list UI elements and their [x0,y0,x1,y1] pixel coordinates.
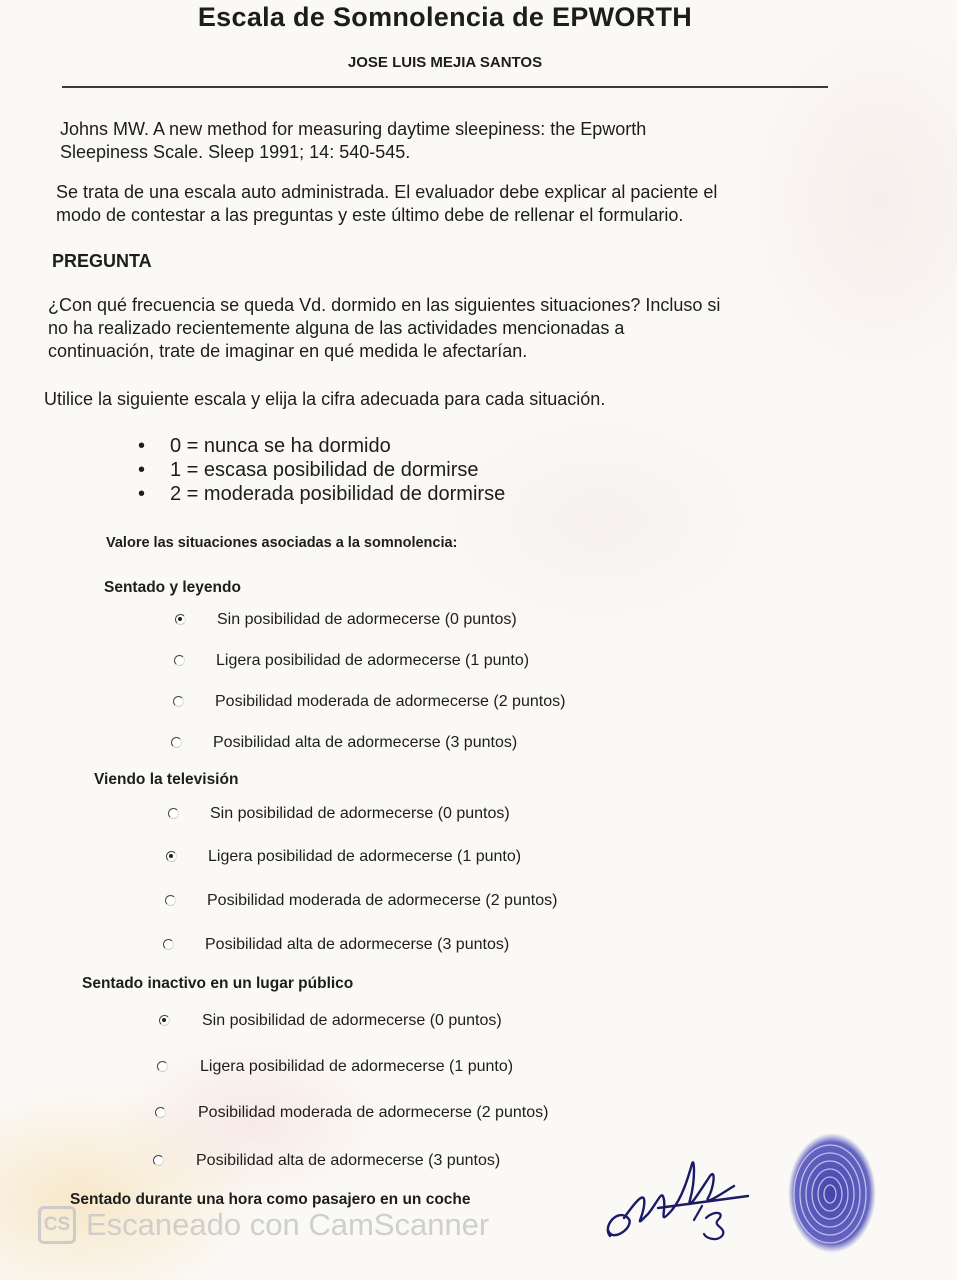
camscanner-logo-icon: CS [38,1206,76,1244]
scale-list [138,434,505,506]
situation-title: Sentado y leyendo [104,579,241,596]
radio-button-selected[interactable] [175,614,186,625]
fingerprint-image [782,1128,882,1258]
camscanner-watermark [38,1206,489,1244]
instruction-text: Utilice la siguiente escala y elija la cifra adecuada para cada situación. [44,389,606,409]
radio-button[interactable] [155,1107,166,1118]
radio-option-label[interactable]: Posibilidad moderada de adormecerse (2 puntos) [215,693,566,710]
radio-option-label[interactable]: Sin posibilidad de adormecerse (0 puntos) [210,805,510,822]
handwritten-signature [598,1148,768,1248]
radio-option-label[interactable]: Posibilidad alta de adormecerse (3 puntos) [205,936,510,953]
radio-option-label[interactable]: Ligera posibilidad de adormecerse (1 punto) [208,848,522,865]
intro-paragraph: Se trata de una escala auto administrada. El evaluador debe explicar al paciente el modo de contestar a las preguntas y este último debe de rellenar el formulario. [56,182,718,225]
page-title: Escala de Somnolencia de EPWORTH [197,2,693,32]
radio-button-selected[interactable] [159,1015,170,1026]
author-name: JOSE LUIS MEJIA SANTOS [347,54,543,71]
reference-citation: Johns MW. A new method for measuring daytime sleepiness: the Epworth Sleepiness Scale. Sleep 1991; 14: 540-545. [60,119,647,162]
radio-button[interactable] [171,737,182,748]
situations-heading: Valore las situaciones asociadas a la somnolencia: [106,535,458,551]
radio-option-label[interactable]: Ligera posibilidad de adormecerse (1 punto) [216,652,530,669]
radio-option-label[interactable]: Ligera posibilidad de adormecerse (1 punto) [200,1058,514,1075]
radio-option-label[interactable]: Posibilidad alta de adormecerse (3 puntos) [213,734,518,751]
radio-option-label[interactable]: Posibilidad moderada de adormecerse (2 puntos) [198,1104,549,1121]
radio-button[interactable] [157,1061,168,1072]
situation-title: Sentado durante una hora como pasajero en un coche [70,1191,471,1208]
radio-button-selected[interactable] [166,851,177,862]
radio-option-label[interactable]: Posibilidad alta de adormecerse (3 puntos) [196,1152,501,1169]
situation-title: Viendo la televisión [94,771,239,788]
scale-item: • 0 = nunca se ha dormido [138,434,505,458]
radio-button[interactable] [174,655,185,666]
scale-item: • 1 = escasa posibilidad de dormirse [138,458,505,482]
radio-button[interactable] [173,696,184,707]
radio-button[interactable] [168,808,179,819]
radio-option-label[interactable]: Sin posibilidad de adormecerse (0 puntos) [202,1012,502,1029]
radio-button[interactable] [165,895,176,906]
question-text: ¿Con qué frecuencia se queda Vd. dormido en las siguientes situaciones? Incluso si no ha realizado recientemente alguna de las actividades mencionadas a continuación, trate de imaginar en qué medida le afectarían. [48,295,721,361]
scale-item: • 2 = moderada posibilidad de dormirse [138,482,505,506]
question-heading: PREGUNTA [52,251,152,271]
radio-option-label[interactable]: Posibilidad moderada de adormecerse (2 puntos) [207,892,558,909]
radio-button[interactable] [153,1155,164,1166]
situation-title: Sentado inactivo en un lugar público [82,975,354,992]
title-divider [62,86,828,88]
radio-option-label[interactable]: Sin posibilidad de adormecerse (0 puntos) [217,611,517,628]
watermark-text: Escaneado con CamScanner [86,1207,490,1242]
radio-button[interactable] [163,939,174,950]
